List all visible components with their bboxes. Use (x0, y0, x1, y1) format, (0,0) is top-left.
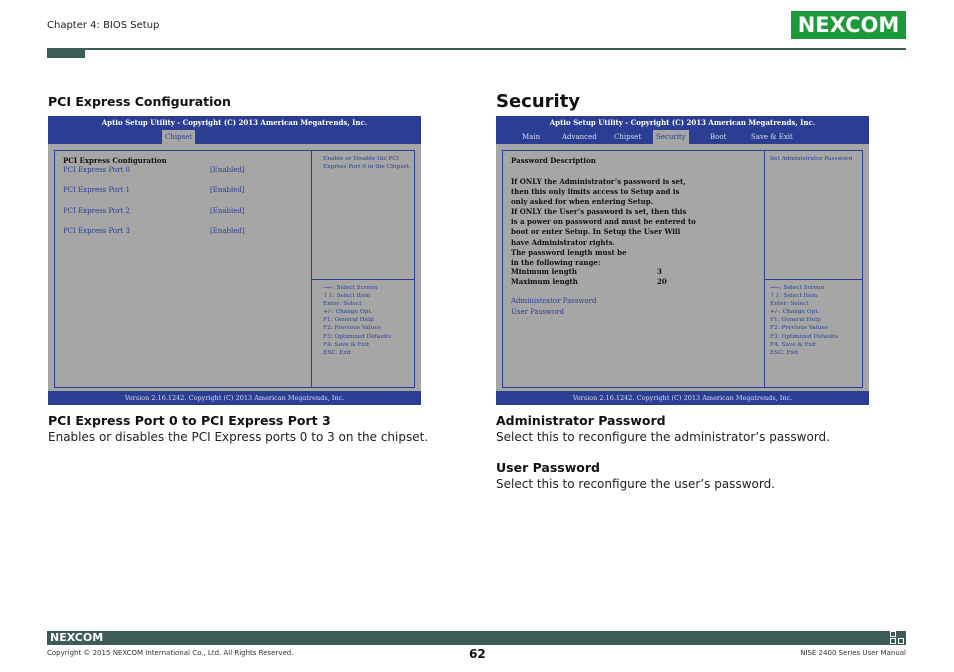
key-line: Enter: Select (323, 301, 362, 308)
footer-bar (47, 631, 906, 645)
max-length-label: Maximum length (511, 277, 578, 286)
bios-footer: Version 2.16.1242. Copyright (C) 2013 American Megatrends, Inc. (48, 391, 421, 405)
key-line: F2: Previous Values (323, 325, 381, 332)
administrator-password-item[interactable]: Administrator Password (511, 297, 597, 305)
bios-divider (311, 150, 312, 388)
bios-tab-boot[interactable]: Boot (710, 133, 727, 141)
key-line: +/-: Change Opt. (770, 309, 820, 316)
footer-logo: NEXCOM (50, 631, 104, 644)
help-line: Enable or Disable the PCI (323, 156, 400, 162)
key-line: F1: General Help (323, 317, 374, 324)
bios-tab-chipset[interactable]: Chipset (614, 133, 642, 141)
security-heading: Security (496, 91, 581, 112)
min-length-value: 3 (657, 267, 662, 276)
bios-section-title: PCI Express Configuration (63, 156, 167, 165)
chapter-label: Chapter 4: BIOS Setup (47, 20, 160, 31)
footer-squares-icon (890, 631, 906, 645)
key-line: ESC: Exit (323, 349, 352, 356)
key-line: F4: Save & Exit (770, 341, 817, 348)
bios-divider (764, 150, 765, 388)
bios-help-divider (312, 279, 415, 280)
nexcom-logo: NEXCOM (791, 11, 906, 39)
header-tab (47, 50, 85, 58)
pcie-port-description: Enables or disables the PCI Express ports 0 to 3 on the chipset. (48, 430, 429, 444)
bios-title-bar: Aptio Setup Utility - Copyright (C) 2013 American Megatrends, Inc. (496, 116, 869, 130)
bios-tab-chipset[interactable]: Chipset (162, 130, 195, 144)
bios-key-legend (770, 284, 838, 357)
bios-value-pcie-port-2[interactable]: [Enabled] (210, 207, 245, 215)
key-line: F2: Previous Values (770, 325, 828, 332)
bios-value-pcie-port-3[interactable]: [Enabled] (210, 227, 245, 235)
help-line: Express Port 0 in the Chipset. (323, 163, 411, 170)
bios-help-text (770, 156, 852, 164)
key-line: F3: Optimized Defaults (770, 333, 839, 340)
user-password-item[interactable]: User Password (511, 308, 564, 316)
key-line: F3: Optimized Defaults (323, 333, 392, 340)
desc-line: boot or enter Setup. In Setup the User Will (511, 227, 681, 237)
admin-password-heading: Administrator Password (496, 413, 666, 428)
bios-item-pcie-port-1[interactable]: PCI Express Port 1 (63, 186, 130, 194)
help-line: Set Administrator Password (770, 156, 853, 162)
key-line: F4: Save & Exit (323, 341, 370, 348)
bios-help-text (323, 156, 411, 171)
key-line: →←: Select Screen (323, 285, 378, 291)
bios-value-pcie-port-0[interactable]: [Enabled] (210, 166, 245, 174)
desc-line: The password length must be (511, 247, 627, 257)
bios-item-pcie-port-0[interactable]: PCI Express Port 0 (63, 166, 130, 174)
bios-help-divider (765, 279, 863, 280)
bios-menu-bar (496, 130, 869, 144)
bios-panel-security (496, 116, 869, 405)
key-line: F1: General Help (770, 317, 821, 324)
bios-footer: Version 2.16.1242. Copyright (C) 2013 American Megatrends, Inc. (496, 391, 869, 405)
desc-line: in the following range: (511, 257, 601, 267)
password-description (511, 177, 696, 268)
bios-section-title: Password Description (511, 156, 596, 165)
desc-line: only asked for when entering Setup. (511, 197, 654, 207)
pcie-port-heading: PCI Express Port 0 to PCI Express Port 3 (48, 413, 331, 428)
square (890, 638, 896, 644)
bios-menu-bar (48, 130, 421, 144)
max-length-value: 20 (657, 277, 667, 286)
pci-config-heading: PCI Express Configuration (48, 94, 231, 109)
header-rule (47, 48, 906, 50)
key-line: ESC: Exit (770, 349, 799, 356)
bios-tab-advanced[interactable]: Advanced (562, 133, 597, 141)
square (890, 631, 896, 637)
bios-tab-security[interactable]: Security (653, 130, 689, 144)
bios-title-bar: Aptio Setup Utility - Copyright (C) 2013 American Megatrends, Inc. (48, 116, 421, 130)
manual-title: NISE 2400 Series User Manual (800, 649, 906, 657)
min-length-label: Minimum length (511, 267, 577, 276)
desc-line: have Administrator rights. (511, 237, 616, 247)
bios-key-legend (323, 284, 391, 357)
bios-item-pcie-port-2[interactable]: PCI Express Port 2 (63, 207, 130, 215)
bios-value-pcie-port-1[interactable]: [Enabled] (210, 186, 245, 194)
key-line: ↑↓: Select Item (770, 293, 818, 300)
bios-panel-pci (48, 116, 421, 405)
user-password-heading: User Password (496, 460, 600, 475)
key-line: →←: Select Screen (770, 285, 825, 291)
page-number: 62 (469, 647, 486, 661)
key-line: +/-: Change Opt. (323, 309, 373, 316)
user-password-description: Select this to reconfigure the user’s password. (496, 477, 775, 491)
desc-line: is a power on password and must be entered to (511, 217, 696, 227)
square (898, 638, 904, 644)
key-line: Enter: Select (770, 301, 809, 308)
desc-line: If ONLY the Administrator’s password is set, (511, 177, 686, 186)
bios-item-pcie-port-3[interactable]: PCI Express Port 3 (63, 227, 130, 235)
bios-tab-save-exit[interactable]: Save & Exit (751, 133, 793, 141)
key-line: ↑↓: Select Item (323, 293, 371, 300)
copyright-text: Copyright © 2015 NEXCOM International Co., Ltd. All Rights Reserved. (47, 649, 294, 657)
desc-line: then this only limits access to Setup and is (511, 187, 680, 197)
bios-tab-main[interactable]: Main (522, 133, 541, 141)
desc-line: If ONLY the User’s password is set, then this (511, 207, 687, 217)
admin-password-description: Select this to reconfigure the administrator’s password. (496, 430, 830, 444)
